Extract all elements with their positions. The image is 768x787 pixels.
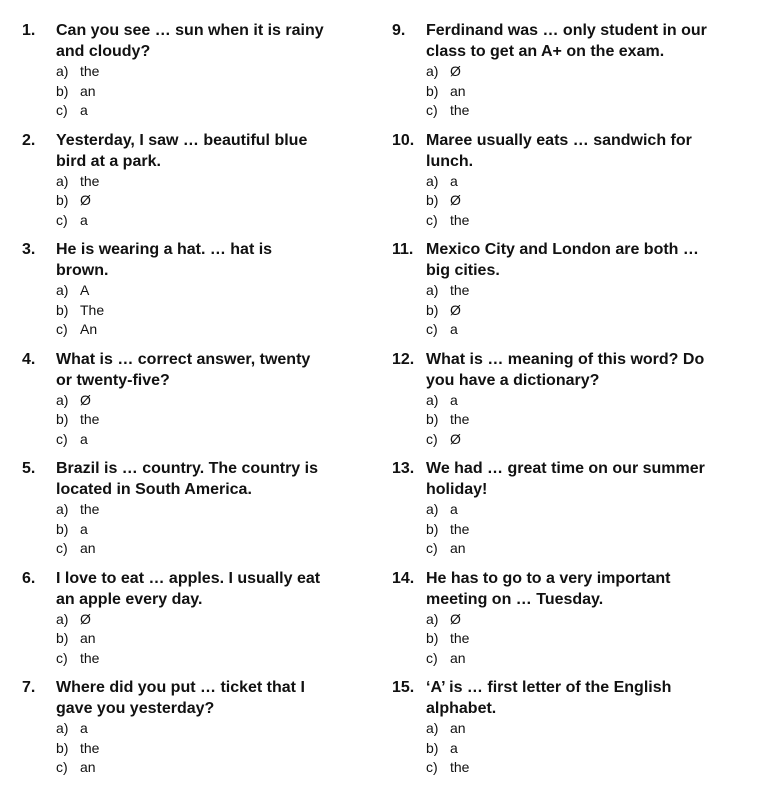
question-text: What is … correct answer, twenty or twenty-five? (56, 350, 311, 389)
option-answer: the (450, 630, 470, 646)
question-text: Brazil is … country. The country is located in South America. (56, 460, 318, 498)
option-answer: a (450, 172, 458, 189)
option-b (426, 301, 752, 321)
option-answer: An (80, 321, 98, 337)
option-answer: an (80, 82, 96, 99)
option-letter: c) (426, 540, 438, 556)
option-letter: a) (56, 63, 69, 79)
option-answer: an (450, 720, 466, 736)
question-number: 9. (392, 22, 406, 39)
option-answer: a (450, 321, 458, 337)
option-letter: a) (426, 282, 439, 298)
question-4 (22, 349, 367, 459)
option-answer: a (80, 520, 88, 537)
option-letter: b) (426, 739, 439, 756)
option-answer: a (80, 720, 88, 736)
option-answer: an (80, 540, 96, 556)
option-letter: a) (426, 720, 439, 736)
option-letter: c) (56, 211, 68, 228)
option-a (426, 62, 752, 82)
option-letter: c) (56, 321, 68, 337)
option-letter: a) (426, 391, 439, 408)
option-answer: the (450, 411, 470, 427)
option-letter: c) (426, 102, 438, 118)
option-a (426, 391, 752, 411)
option-letter: b) (56, 82, 69, 99)
option-letter: b) (426, 630, 439, 646)
question-number: 5. (22, 460, 36, 477)
option-answer: A (80, 282, 90, 298)
option-answer: the (450, 102, 470, 118)
option-letter: c) (56, 430, 68, 447)
question-15 (392, 677, 752, 787)
option-letter: b) (426, 301, 439, 318)
question-5 (22, 458, 367, 568)
answer-options (426, 62, 752, 121)
option-b (426, 629, 752, 649)
option-letter: a) (426, 610, 439, 627)
option-c (426, 320, 752, 340)
option-answer: an (450, 82, 466, 99)
answer-options (56, 62, 367, 121)
answer-options (56, 610, 367, 669)
question-number: 13. (392, 460, 415, 477)
question-14 (392, 568, 752, 678)
question-10 (392, 130, 752, 240)
question-text: Where did you put … ticket that I gave you yesterday? (56, 679, 305, 717)
option-a (56, 172, 367, 192)
option-answer: Ø (80, 391, 91, 408)
option-answer: a (80, 430, 88, 447)
option-letter: b) (426, 82, 439, 99)
option-c (56, 320, 367, 340)
question-number: 7. (22, 679, 36, 696)
question-11 (392, 239, 752, 349)
option-b (56, 82, 367, 102)
option-letter: b) (56, 192, 69, 208)
option-answer: a (450, 501, 458, 517)
option-a (56, 719, 367, 739)
option-b (56, 739, 367, 759)
question-number: 14. (392, 569, 415, 587)
option-b (56, 301, 367, 321)
option-answer: The (80, 301, 105, 318)
option-answer: a (80, 102, 88, 118)
option-answer: the (450, 520, 470, 537)
left-question-column (22, 20, 367, 787)
option-answer: the (80, 411, 100, 427)
answer-options (56, 391, 367, 450)
question-text: Ferdinand was … only student in our class to get an A+ on the exam. (426, 22, 707, 60)
question-number: 11. (392, 241, 414, 258)
question-text: We had … great time on our summer holiday! (426, 460, 705, 498)
option-letter: b) (426, 192, 439, 208)
question-12 (392, 349, 752, 459)
option-letter: c) (426, 430, 438, 447)
option-letter: a) (56, 391, 69, 408)
question-number: 6. (22, 569, 36, 587)
option-letter: b) (426, 520, 439, 537)
option-a (56, 281, 367, 301)
option-c (426, 430, 752, 450)
option-answer: a (80, 211, 88, 228)
answer-options (426, 281, 752, 340)
answer-options (56, 172, 367, 231)
option-answer: the (80, 63, 100, 79)
option-answer: the (80, 501, 100, 517)
question-number: 12. (392, 350, 415, 368)
question-text: He is wearing a hat. … hat is brown. (56, 241, 273, 279)
option-c (56, 539, 367, 559)
option-letter: c) (426, 759, 438, 775)
question-9 (392, 20, 752, 130)
question-number: 3. (22, 241, 36, 258)
question-text: Yesterday, I saw … beautiful blue bird at a park. (56, 131, 308, 170)
option-answer: Ø (450, 192, 461, 208)
question-7 (22, 677, 367, 787)
option-answer: Ø (450, 430, 461, 447)
option-letter: c) (56, 759, 68, 775)
option-letter: a) (426, 501, 439, 517)
question-6 (22, 568, 367, 678)
answer-options (426, 500, 752, 559)
option-letter: c) (426, 649, 438, 666)
answer-options (56, 500, 367, 559)
option-b (426, 739, 752, 759)
option-answer: the (450, 211, 470, 228)
option-b (426, 410, 752, 430)
option-answer: an (80, 630, 96, 646)
option-letter: c) (56, 649, 68, 666)
option-c (426, 101, 752, 121)
option-answer: Ø (450, 301, 461, 318)
option-answer: the (80, 649, 100, 666)
option-a (56, 500, 367, 520)
question-number: 15. (392, 679, 415, 696)
option-b (426, 520, 752, 540)
question-2 (22, 130, 367, 240)
option-answer: the (80, 739, 100, 756)
question-number: 1. (22, 22, 36, 39)
option-a (426, 281, 752, 301)
answer-options (426, 391, 752, 450)
option-answer: an (450, 649, 466, 666)
answer-options (426, 719, 752, 778)
option-letter: a) (56, 720, 69, 736)
option-letter: a) (426, 172, 439, 189)
answer-options (426, 610, 752, 669)
option-letter: a) (56, 282, 69, 298)
option-answer: the (80, 172, 100, 189)
answer-options (426, 172, 752, 231)
option-letter: b) (426, 411, 439, 427)
question-text: Mexico City and London are both … big cities. (426, 241, 699, 279)
option-answer: the (450, 759, 470, 775)
option-b (426, 191, 752, 211)
question-1 (22, 20, 367, 130)
option-letter: b) (56, 739, 69, 756)
option-letter: b) (56, 411, 69, 427)
option-c (426, 649, 752, 669)
option-letter: c) (56, 540, 68, 556)
option-answer: a (450, 391, 458, 408)
option-answer: Ø (450, 63, 461, 79)
option-c (56, 211, 367, 231)
option-answer: Ø (450, 610, 461, 627)
option-b (426, 82, 752, 102)
option-c (56, 101, 367, 121)
option-answer: the (450, 282, 470, 298)
question-text: I love to eat … apples. I usually eat an apple every day. (56, 569, 321, 608)
option-c (56, 430, 367, 450)
option-letter: a) (56, 610, 69, 627)
question-text: Maree usually eats … sandwich for lunch. (426, 131, 692, 170)
option-letter: c) (426, 211, 438, 228)
option-c (426, 211, 752, 231)
option-answer: a (450, 739, 458, 756)
option-letter: a) (56, 172, 69, 189)
option-answer: an (450, 540, 466, 556)
question-text: ‘A’ is … first letter of the English alphabet. (426, 679, 672, 717)
option-letter: b) (56, 301, 69, 318)
option-a (426, 172, 752, 192)
option-letter: b) (56, 630, 69, 646)
option-a (426, 719, 752, 739)
question-number: 2. (22, 131, 36, 149)
question-13 (392, 458, 752, 568)
question-text: What is … meaning of this word? Do you have a dictionary? (426, 350, 705, 389)
option-a (56, 610, 367, 630)
option-a (426, 500, 752, 520)
option-a (426, 610, 752, 630)
option-a (56, 62, 367, 82)
option-letter: c) (56, 102, 68, 118)
option-letter: a) (56, 501, 69, 517)
answer-options (56, 719, 367, 778)
question-text: Can you see … sun when it is rainy and cloudy? (56, 22, 324, 60)
option-a (56, 391, 367, 411)
option-answer: an (80, 759, 96, 775)
question-number: 10. (392, 131, 415, 149)
option-letter: a) (426, 63, 439, 79)
option-answer: Ø (80, 192, 91, 208)
option-c (426, 539, 752, 559)
option-c (56, 649, 367, 669)
option-b (56, 629, 367, 649)
right-question-column (392, 20, 752, 787)
option-b (56, 191, 367, 211)
option-answer: Ø (80, 610, 91, 627)
question-text: He has to go to a very important meeting on … Tuesday. (426, 569, 671, 608)
option-letter: b) (56, 520, 69, 537)
question-number: 4. (22, 350, 36, 368)
question-3 (22, 239, 367, 349)
answer-options (56, 281, 367, 340)
option-b (56, 410, 367, 430)
option-b (56, 520, 367, 540)
option-letter: c) (426, 321, 438, 337)
